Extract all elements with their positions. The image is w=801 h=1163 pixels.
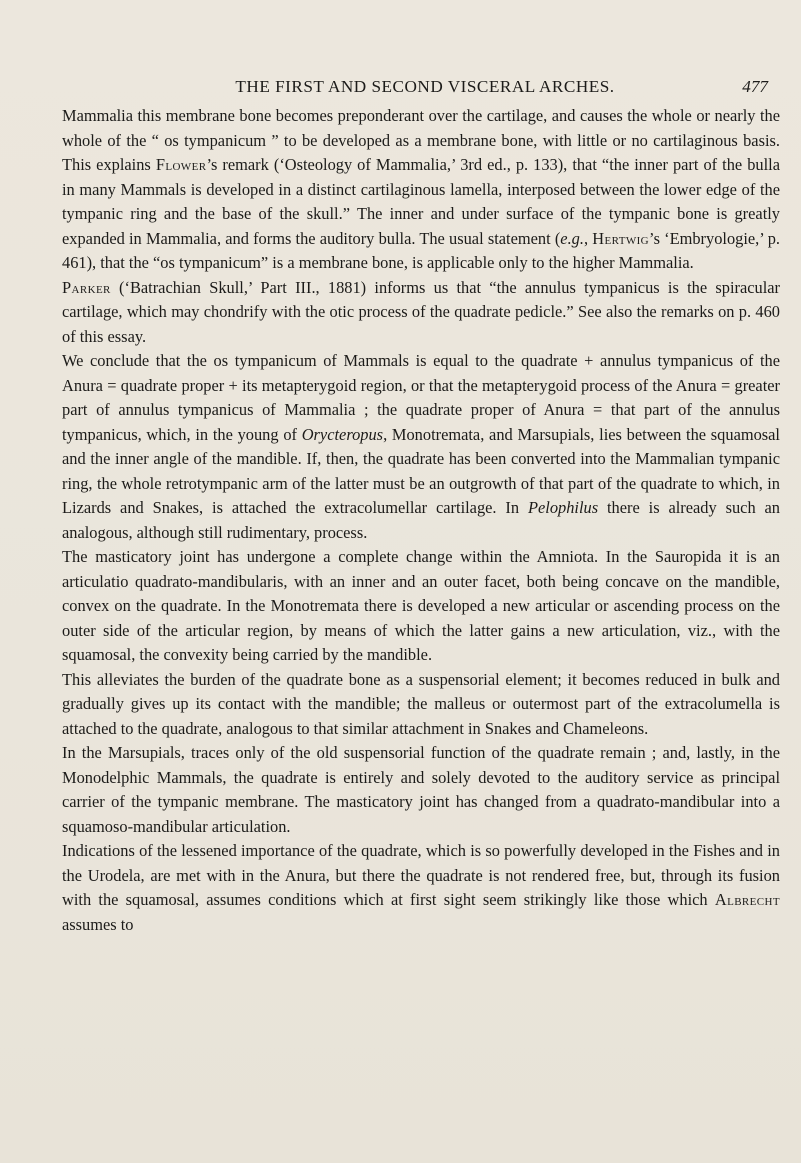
italic-term: e.g.: [560, 228, 584, 248]
text-run: there is already such an analogous, although still rudimentary, process.: [62, 498, 781, 542]
italic-term: Orycteropus: [301, 424, 384, 444]
text-run: (‘Batrachian Skull,’ Part III., 1881) informs us that “the annulus tympanicus is the spiracular cartilage, which may chondrify with the otic process of the quadrate pedicle.” See also the remarks on p. 460 of this essay.: [62, 277, 780, 346]
text-run: In the Marsupials, traces only of the old suspensorial function of the quadrate remain ; and, lastly, in the Monodelphic Mammals, the quadrate is entirely and solely devoted to the auditory service as principal carrier of the tympanic membrane. The masticatory joint has changed from a quadrato-mandibular into a squamoso-mandibular articulation.: [62, 743, 780, 836]
text-run: The masticatory joint has undergone a complete change within the Amniota. In the Sauropida it is an articulatio quadrato-mandibularis, with an inner and an outer facet, both being concave on the mandible, convex on the quadrate. In the Monotremata there is developed a new articular or ascending process on the outer side of the articular region, by means of which the latter gains a new articulation, viz., with the squamosal, the convexity being carried by the mandible.: [62, 547, 780, 664]
text-run: ’s remark (‘Osteology of Mammalia,’ 3rd ed., p. 133), that “the inner part of the bulla in many Mammals is developed in a distinct cartilaginous lamella, interposed between the lower edge of the tympanic ring and the base of the skull.” The inner and under surface of the tympanic bone is greatly expanded in Mammalia, and forms the auditory bulla. The usual statement (: [62, 155, 780, 248]
author-name: Hertwig: [592, 228, 650, 248]
paragraph: [62, 276, 780, 350]
paragraph: [62, 668, 780, 742]
running-head: THE FIRST AND SECOND VISCERAL ARCHES.: [235, 77, 615, 96]
author-name: Albrecht: [714, 890, 780, 909]
text-run: , Monotremata, and Marsupials, lies between the squamosal and the inner angle of the mandible. If, then, the quadrate has been converted into the Mammalian tympanic ring, the whole retrotympanic arm of the latter must be an outgrowth of that part of the quadrate to which, in Lizards and Snakes, is attached the extracolumellar cartilage. In: [62, 424, 780, 517]
page-header: [62, 76, 788, 100]
text-run: ’s ‘Embryologie,’ p. 461), that the “os tympanicum” is a membrane bone, is applicable only to the higher Mammalia.: [62, 228, 781, 272]
text-run: We conclude that the os tympanicum of Mammals is equal to the quadrate + annulus tympanicus of the Anura = quadrate proper + its metapterygoid region, or that the metapterygoid process of the Anura = greater part of annulus tympanicus of Mammalia ; the quadrate proper of Anura = that part of the annulus tympanicus, which, in the young of: [62, 351, 780, 444]
text-run: assumes to: [62, 914, 134, 934]
text-run: Indications of the lessened importance of the quadrate, which is so powerfully developed in the Fishes and in the Urodela, are met with in the Anura, but there the quadrate is not rendered free, but, through its fusion with the squamosal, assumes conditions which at first sight seem strikingly like those which: [62, 841, 780, 909]
italic-term: Pelophilus: [527, 498, 599, 517]
page-number: 477: [742, 77, 768, 96]
paragraph: [62, 741, 780, 839]
text-run: This alleviates the burden of the quadrate bone as a suspensorial element; it becomes reduced in bulk and gradually gives up its contact with the mandible; the malleus or outermost part of the extracolumella is attached to the quadrate, analogous to that similar attachment in Snakes and Chameleons.: [62, 669, 780, 738]
paragraph: [62, 104, 780, 276]
paragraph: [62, 545, 780, 668]
text-run: Mammalia this membrane bone becomes preponderant over the cartilage, and causes the whole or nearly the whole of the “ os tympanicum ” to be developed as a membrane bone, with little or no cartilaginous basis. This explains: [62, 106, 780, 174]
paragraph: [62, 349, 780, 545]
body-text: [62, 104, 780, 937]
author-name: Flower: [155, 155, 207, 174]
paragraph: [62, 839, 780, 937]
author-name: Parker: [62, 277, 111, 297]
text-run: ,: [583, 228, 593, 248]
